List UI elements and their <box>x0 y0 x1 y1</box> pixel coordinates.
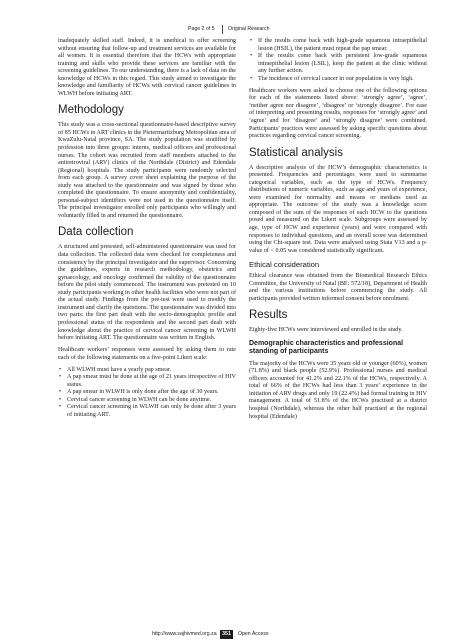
header-divider <box>222 25 223 34</box>
likert-paragraph: Healthcare workers’ responses were assessed by asking them to rate each of the following statements on a five-point Likert scale: <box>58 347 236 361</box>
list-item-text: A pap smear must be done at the age of 21 years irrespective of HIV status. <box>67 374 236 388</box>
list-item <box>58 404 236 419</box>
bullet-icon: • <box>59 389 62 396</box>
data-collection-heading: Data collection <box>58 226 134 239</box>
list-item-text: The incidence of cervical cancer in our population is very high. <box>258 75 414 82</box>
list-item-text: All WLWH must have a yearly pap smear. <box>67 366 172 373</box>
statistical-analysis-heading: Statistical analysis <box>249 146 343 159</box>
right-column <box>249 38 427 426</box>
list-item-text: Cervical cancer screening in WLWH can be done anytime. <box>67 396 212 403</box>
statistical-analysis-paragraph: A descriptive analysis of the HCW’s demographic characteristics is presented. Frequencies and percentages were used to summarise categorical variables, such as the type of HCWs. Frequency distributions of numeric variables, such as age and years of experience, were examined for normality and means or medians used as appropriate. The outcome of the study was a knowledge score composed of the sum of the responses of each HCW to the questions posed and measured on the Likert scale. Subgroups were assessed by age, type of HCW and experience (years) and were compared with responses to individual questions, and an overall score was determined using the Chi-square test. Data were analysed using Stata V13 and a p-value of < 0.05 was considered statistically significant. <box>249 164 427 254</box>
methodology-paragraph: This study was a cross-sectional questionnaire-based descriptive survey of 85 HCWs in ART clinics in the Pietermaritzburg Metropolitan area of KwaZulu-Natal province, SA. The study population was stratified by profession into three groups: interns, medical officers and professional nurses. The cohort was recruited from staff members attached to the antiretroviral (ARV) clinics of the Northdale (District) and Edendale (Regional) hospitals. The study participants were randomly selected from each group. A survey cover sheet explaining the purpose of the study was attached to the questionnaire and was signed by those who completed the questionnaire. To ensure anonymity and confidentiality, personal-subject identifiers were not used in the questionnaire itself. The principal investigator enrolled only participants who willingly and voluntarily filled in and returned the questionnaire. <box>58 122 236 219</box>
bullet-icon: • <box>250 75 253 82</box>
response-options-paragraph: Healthcare workers were asked to choose one of the following options for each of the statements listed above: ‘strongly agree’, ‘agree’, ‘neither agree nor disagree’, ‘disagree’ or ‘strongly disagree’. For ease of interpreting and presenting results, responses for ‘strongly agree’ and ‘agree’ and for ‘disagree’ and ‘strongly disagree’ were combined. Participants’ practices were assessed by asking specific questions about practices regarding cervical cancer screening. <box>249 87 427 140</box>
bullet-icon: • <box>250 38 253 44</box>
methodology-heading: Methodology <box>58 104 124 117</box>
likert-statements-list <box>58 367 236 420</box>
list-item <box>249 38 427 53</box>
results-paragraph: Eighty-five HCWs were interviewed and enrolled in the study. <box>249 327 403 334</box>
list-item <box>249 53 427 76</box>
page-indicator: Page 2 of 5 <box>188 26 215 32</box>
likert-statements-list-continued <box>249 38 427 83</box>
bullet-icon: • <box>59 404 62 411</box>
bullet-icon: • <box>59 374 62 381</box>
ethical-consideration-heading: Ethical consideration <box>249 260 320 270</box>
list-item <box>249 76 427 84</box>
list-item <box>58 374 236 389</box>
page-header <box>0 24 453 36</box>
list-item-text: If the results come back with high-grade squamous intraepithelial lesion (HSIL), the patient must repeat the pap smear. <box>258 38 427 52</box>
list-item-text: Cervical cancer screening in WLWH can only be done after 3 years of initiating ART. <box>67 404 236 418</box>
list-item-text: A pap smear in WLWH is only done after the age of 30 years. <box>67 389 219 396</box>
bullet-icon: • <box>59 396 62 403</box>
bullet-icon: • <box>250 53 253 60</box>
demographics-heading: Demographic characteristics and professional standing of participants <box>249 339 404 356</box>
page-number-badge: 351 <box>220 630 233 639</box>
journal-url-link[interactable]: http://www.sajhivmed.org.za <box>152 631 217 637</box>
ethical-consideration-paragraph: Ethical clearance was obtained from the Biomedical Research Ethics Committee, the University of Natal (BE: 572/18), Department of Health and the various institutions before commencing the study. All participants provided written informed consent before enrolment. <box>249 273 427 302</box>
results-heading: Results <box>249 309 288 322</box>
demographics-paragraph: The majority of the HCWs were 35 years old or younger (60%), women (71.8%) and black people (52.9%). Professional nurses and medical officers accounted for 41.2% and 22.1% of the HCWs, respectively. A total of 66% of the HCWs had less than 3 years’ experience in the initiation of ARV drugs and only 19 (22.4%) had formal training in HIV management. A total of 51.8% of the HCWs practised at a district hospital (Northdale), whereas the other half practised at the regional hospital (Edendale) <box>249 360 427 420</box>
list-item <box>58 389 236 397</box>
article-type-label: Original Research <box>228 26 270 32</box>
list-item-text: If the results come back with persistent low-grade squamous intraepithelial lesion (LSIL), keep the patient at the clinic without any further action. <box>258 53 427 75</box>
intro-paragraph: inadequately skilled staff. Indeed, it is unethical to offer screening without ensuring that follow-up and treatment services are available for all women. It is essential therefore that the HCWs with appropriate training and skills who provide these services are familiar with the screening guidelines. To our understanding, there is a lack of data on the knowledge of HCWs in this regard. This study aimed to investigate the knowledge and familiarity of HCWs with cervical cancer guidelines in WLWH before initiating ART. <box>58 38 236 97</box>
left-column <box>58 38 236 424</box>
open-access-label: Open Access <box>238 631 269 637</box>
page-footer <box>0 630 453 640</box>
data-collection-paragraph: A structured and pretested, self-administered questionnaire was used for data collection. The collected data were checked for completeness and consistency by the principal investigator and the supervisor. Concerning the guidelines, experts in research methodology, obstetrics and gynaecology, and oncology confirmed the validity of the questionnaire before the pilot study commenced. The instrument was pretested on 10 study participants working in other health facilities who were not part of the actual study. Findings from the pre-test were used to modify the instrument and clarify the questions. The questionnaire was divided into two parts: the first part dealt with the socio-demographic profile and professional status of the respondents and the second part dealt with knowledge about the practice of cervical cancer screening in WLWH before initiating ART. The questionnaire was written in English. <box>58 244 236 342</box>
bullet-icon: • <box>59 366 62 373</box>
